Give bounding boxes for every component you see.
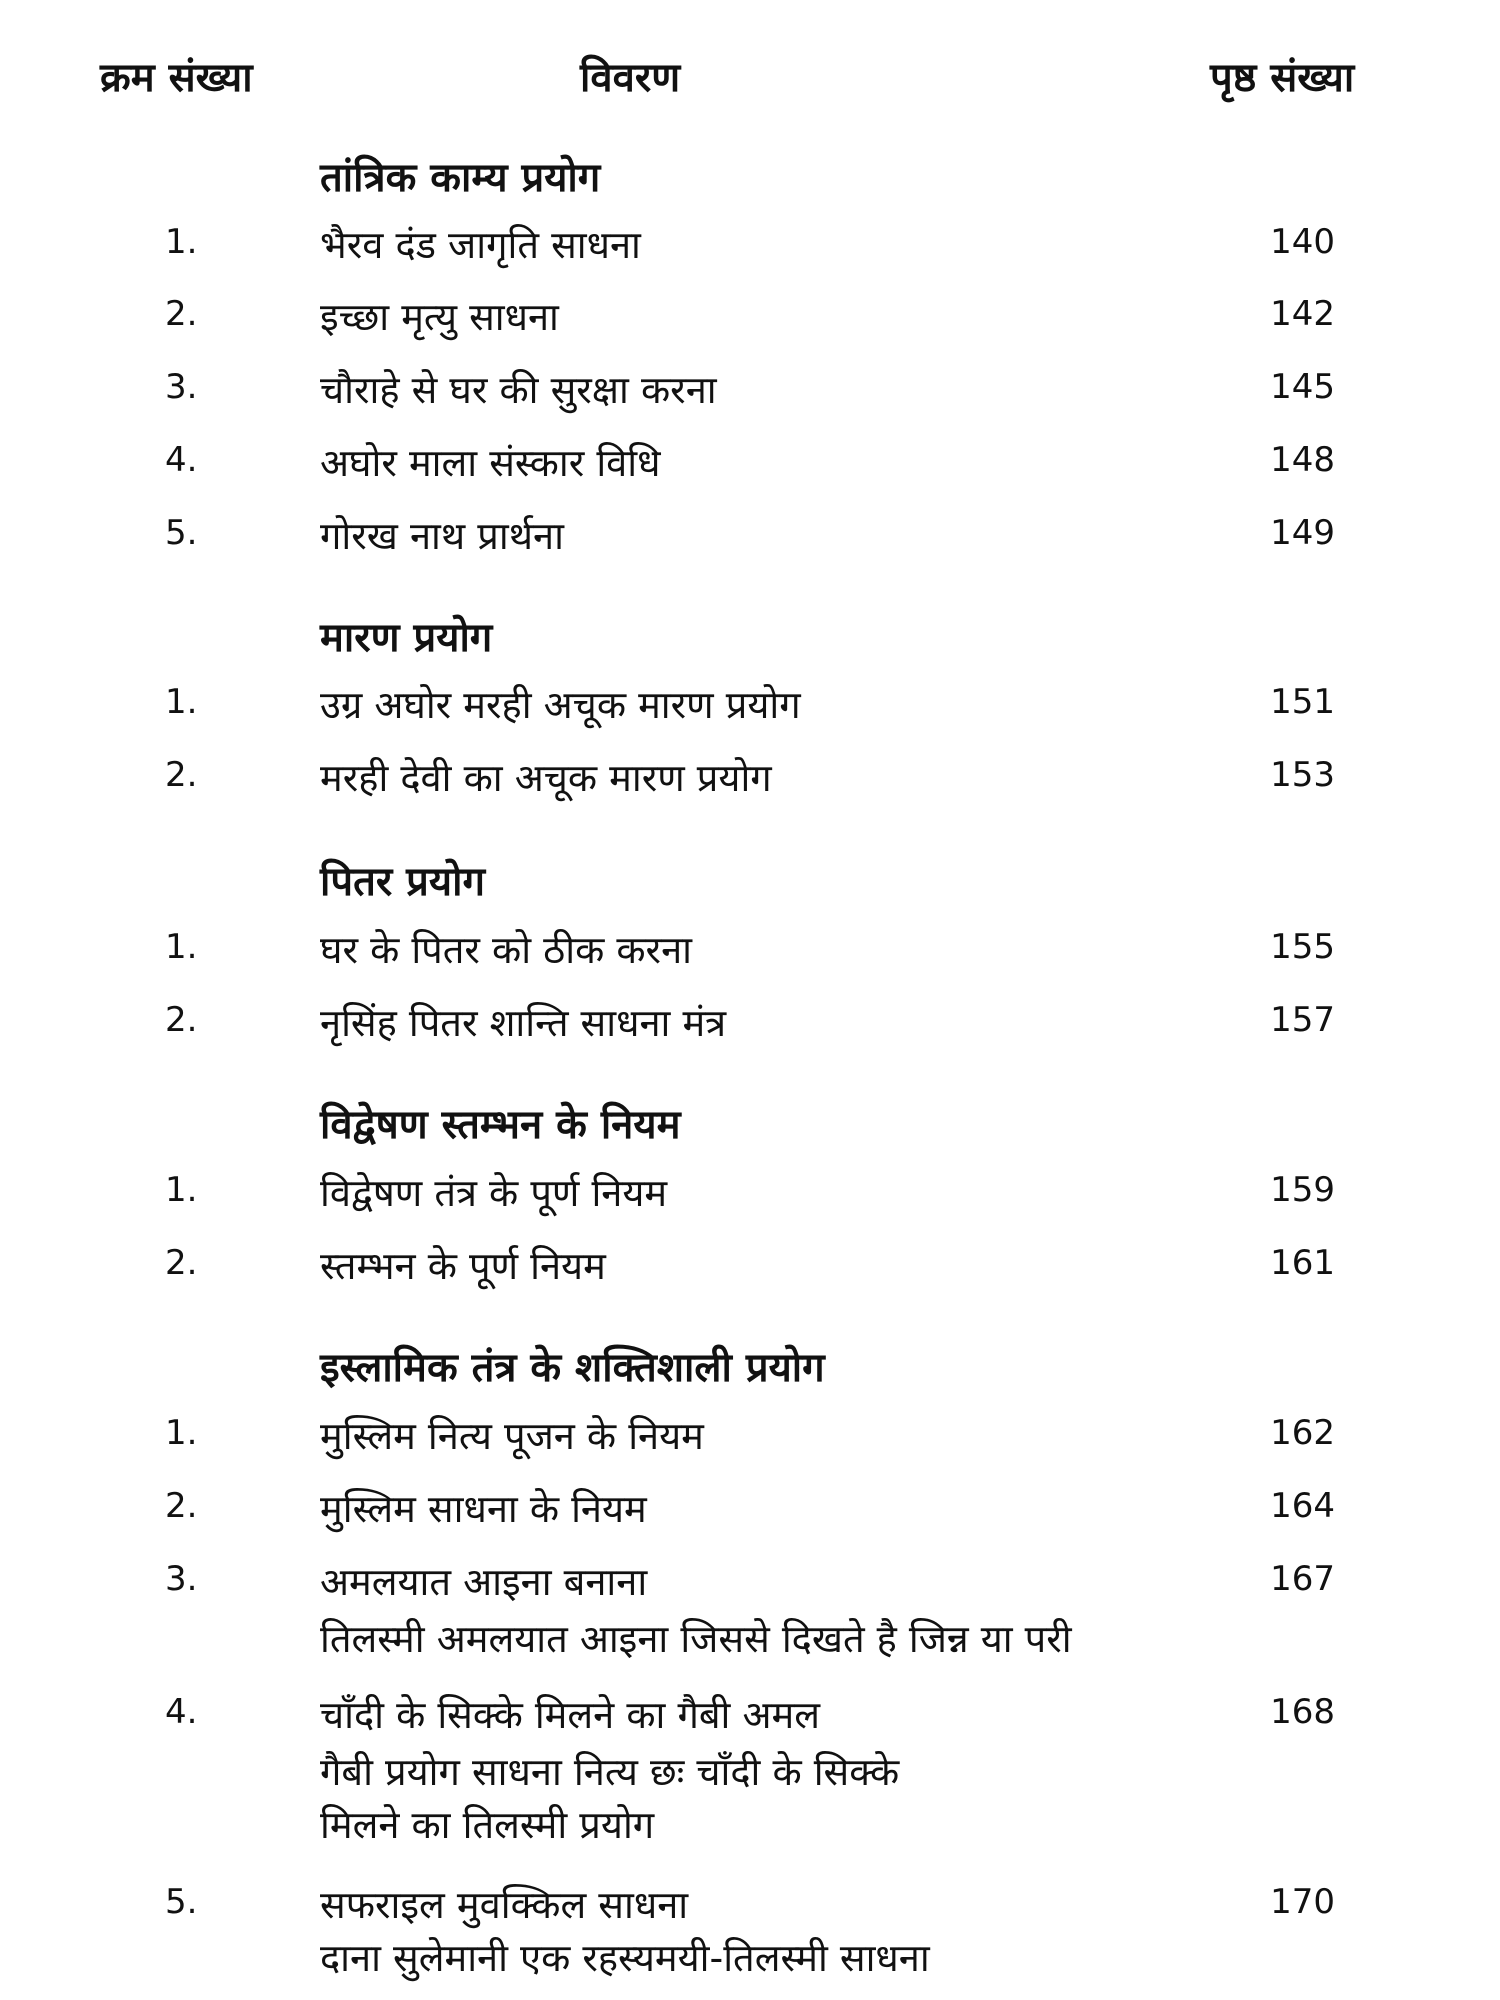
item-subtitle: दाना सुलेमानी एक रहस्यमयी-तिलस्मी साधना — [320, 1936, 930, 1980]
item-title: सफराइल मुवक्किल साधना — [320, 1883, 689, 1927]
item-title: भैरव दंड जागृति साधना — [320, 223, 641, 267]
item-title: गोरख नाथ प्रार्थना — [320, 514, 564, 558]
item-title: चाँदी के सिक्के मिलने का गैबी अमल — [320, 1693, 820, 1737]
item-page: 149 — [1270, 513, 1335, 553]
item-number: 2. — [165, 1243, 198, 1283]
item-title: मरही देवी का अचूक मारण प्रयोग — [320, 756, 772, 800]
item-title: नृसिंह पितर शान्ति साधना मंत्र — [320, 1001, 727, 1045]
item-number: 2. — [165, 294, 198, 334]
item-number: 1. — [165, 222, 198, 262]
item-number: 5. — [165, 513, 198, 553]
item-page: 164 — [1270, 1486, 1335, 1526]
item-subtitle: गैबी प्रयोग साधना नित्य छः चाँदी के सिक्के — [320, 1750, 900, 1794]
item-number: 3. — [165, 367, 198, 407]
item-title: स्तम्भन के पूर्ण नियम — [320, 1244, 606, 1288]
item-title: अमलयात आइना बनाना — [320, 1560, 648, 1604]
item-page: 142 — [1270, 294, 1335, 334]
item-title: उग्र अघोर मरही अचूक मारण प्रयोग — [320, 683, 801, 727]
item-page: 161 — [1270, 1243, 1335, 1283]
item-title: इच्छा मृत्यु साधना — [320, 295, 559, 339]
item-page: 167 — [1270, 1559, 1335, 1599]
item-page: 159 — [1270, 1170, 1335, 1210]
header-page: पृष्ठ संख्या — [1210, 55, 1355, 101]
item-number: 5. — [165, 1882, 198, 1922]
item-title: मुस्लिम साधना के नियम — [320, 1487, 647, 1531]
header-description: विवरण — [580, 55, 681, 101]
item-page: 170 — [1270, 1882, 1335, 1922]
item-title: विद्वेषण तंत्र के पूर्ण नियम — [320, 1171, 668, 1215]
section-title: तांत्रिक काम्य प्रयोग — [320, 155, 601, 201]
item-subtitle: मिलने का तिलस्मी प्रयोग — [320, 1803, 655, 1847]
item-number: 3. — [165, 1559, 198, 1599]
item-title: अघोर माला संस्कार विधि — [320, 441, 661, 485]
section-title: पितर प्रयोग — [320, 859, 486, 905]
section-title: इस्लामिक तंत्र के शक्तिशाली प्रयोग — [320, 1345, 825, 1391]
item-page: 155 — [1270, 927, 1335, 967]
section-title: मारण प्रयोग — [320, 615, 493, 661]
item-number: 2. — [165, 755, 198, 795]
item-page: 153 — [1270, 755, 1335, 795]
item-number: 1. — [165, 1413, 198, 1453]
item-page: 168 — [1270, 1692, 1335, 1732]
item-page: 151 — [1270, 682, 1335, 722]
item-subtitle: तिलस्मी अमलयात आइना जिससे दिखते है जिन्न या परी — [320, 1617, 1072, 1661]
item-page: 145 — [1270, 367, 1335, 407]
item-number: 4. — [165, 440, 198, 480]
header-serial: क्रम संख्या — [100, 55, 253, 101]
item-number: 1. — [165, 1170, 198, 1210]
item-page: 140 — [1270, 222, 1335, 262]
item-page: 162 — [1270, 1413, 1335, 1453]
item-page: 157 — [1270, 1000, 1335, 1040]
item-page: 148 — [1270, 440, 1335, 480]
item-title: घर के पितर को ठीक करना — [320, 928, 692, 972]
item-number: 4. — [165, 1692, 198, 1732]
item-number: 2. — [165, 1000, 198, 1040]
section-title: विद्वेषण स्तम्भन के नियम — [320, 1102, 681, 1148]
item-title: चौराहे से घर की सुरक्षा करना — [320, 368, 717, 412]
item-number: 2. — [165, 1486, 198, 1526]
item-number: 1. — [165, 927, 198, 967]
item-number: 1. — [165, 682, 198, 722]
item-title: मुस्लिम नित्य पूजन के नियम — [320, 1414, 704, 1458]
